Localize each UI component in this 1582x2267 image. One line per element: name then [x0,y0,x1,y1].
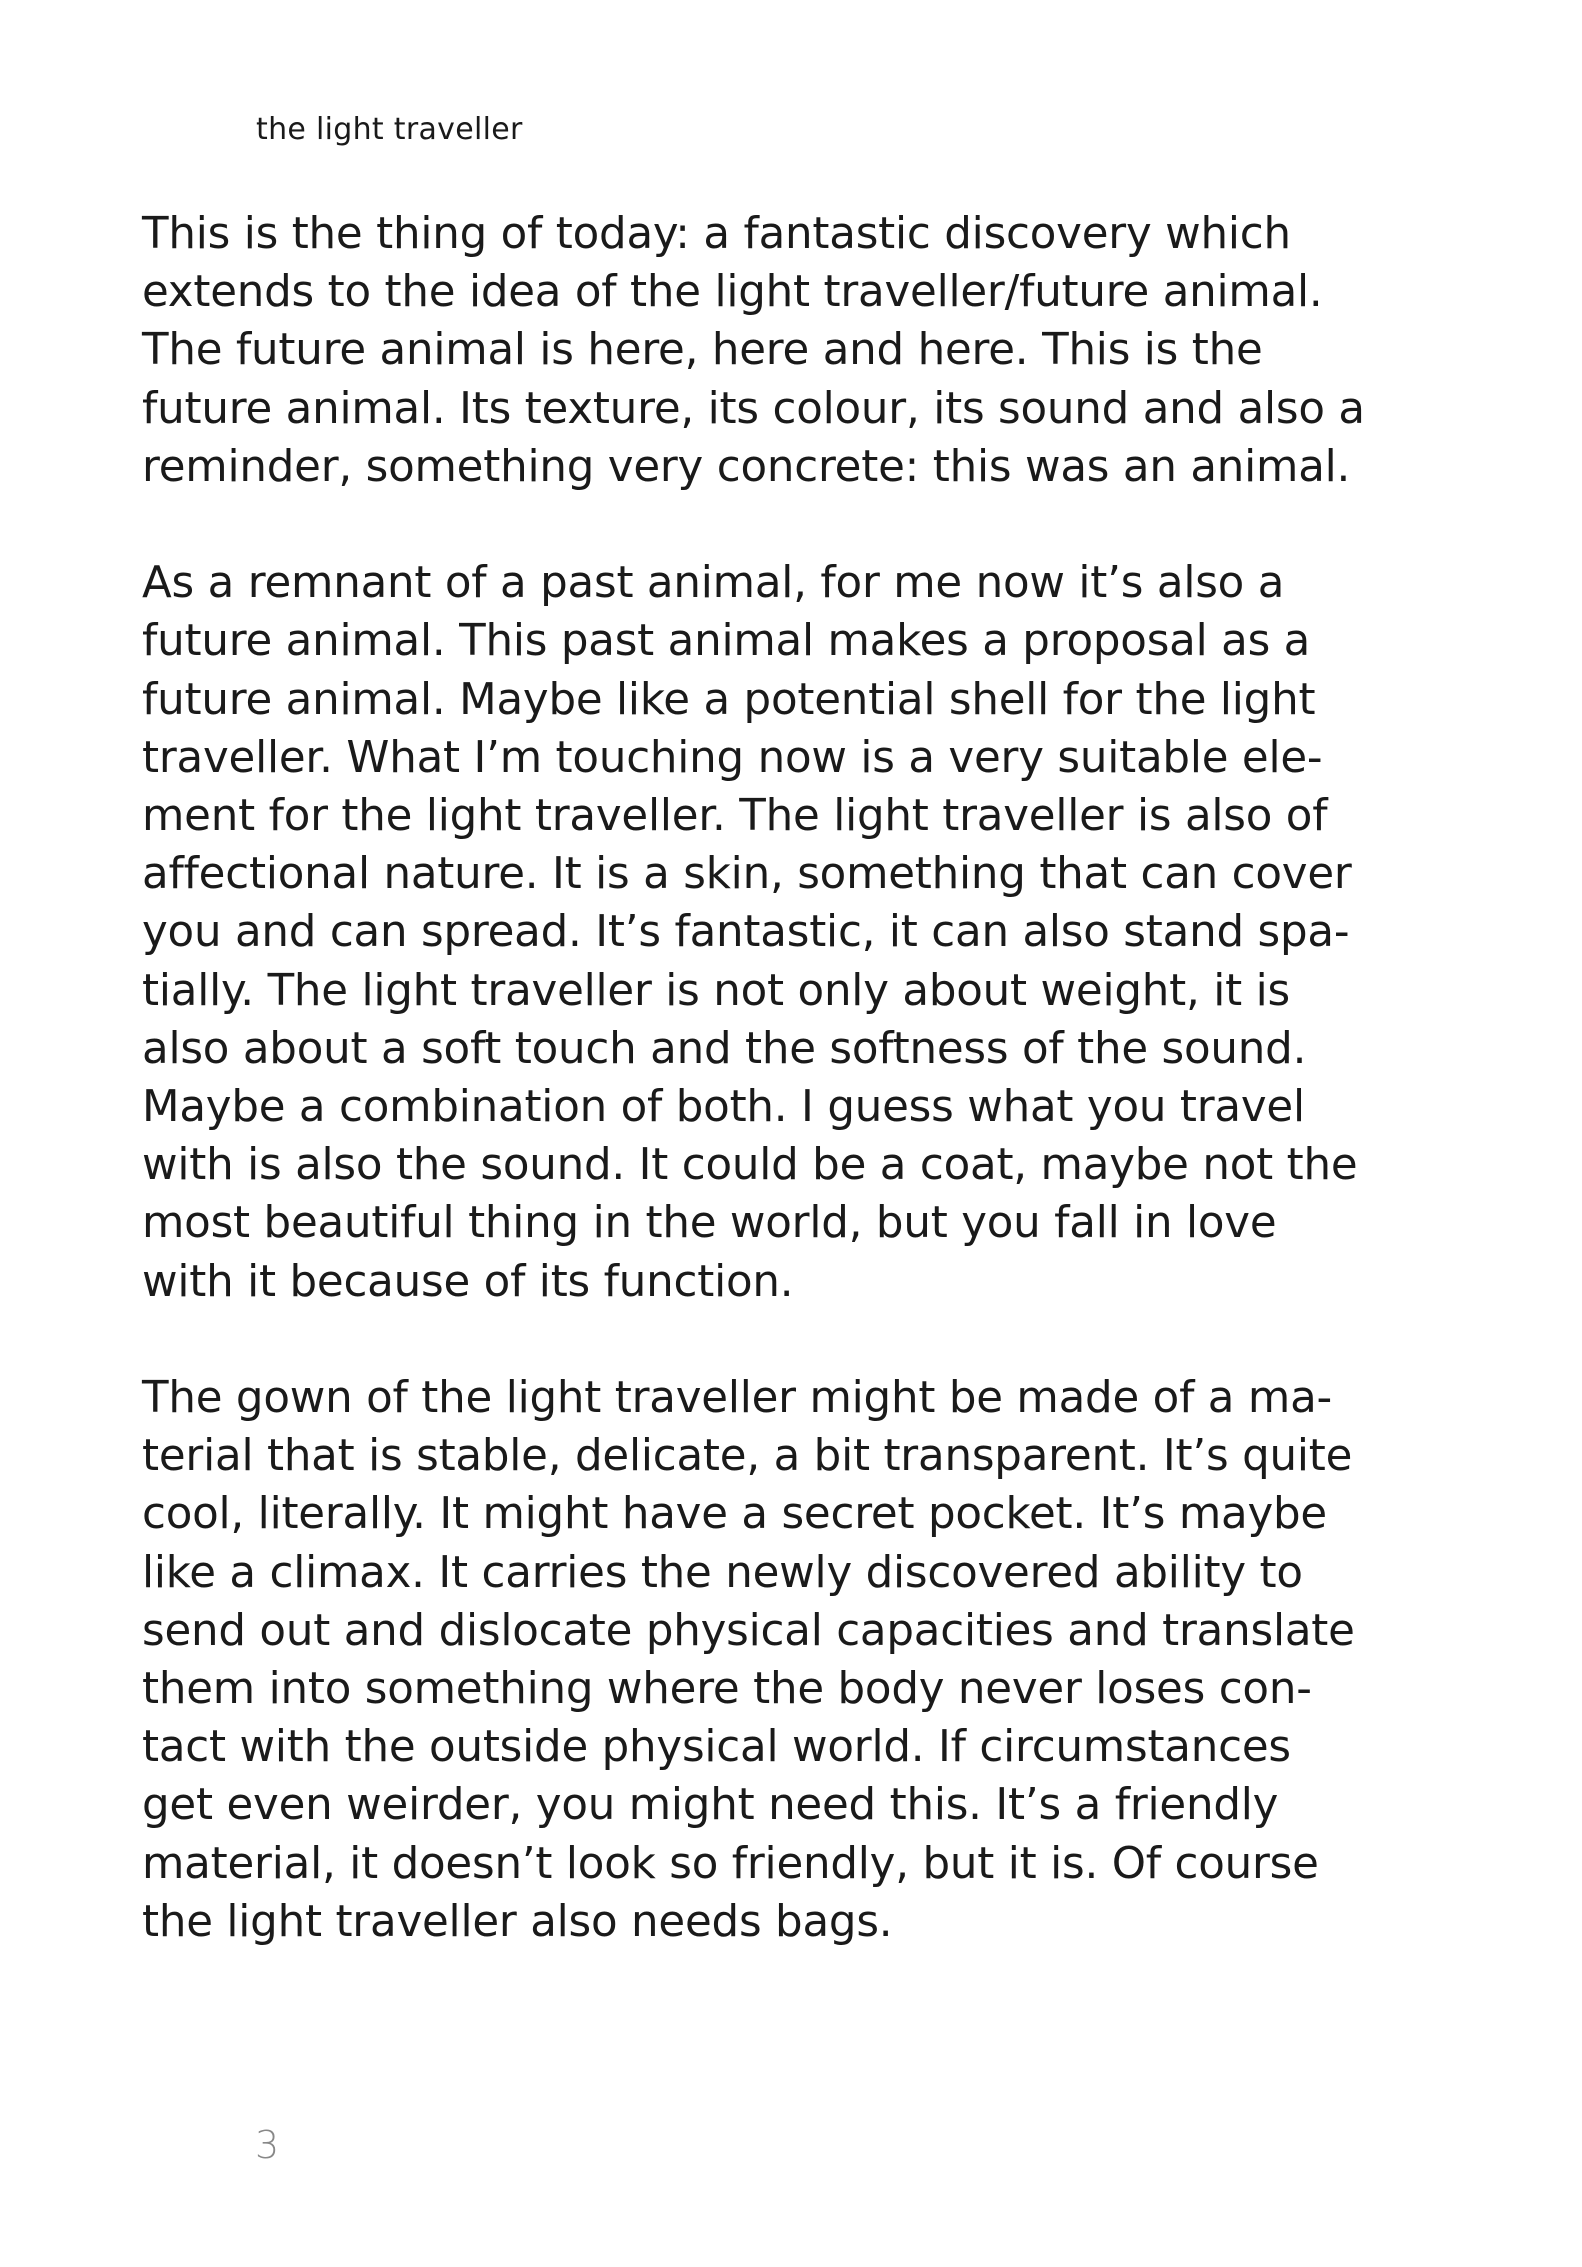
text-line: also about a soft touch and the softness of the sound. [142,1023,1307,1074]
text-line: extends to the idea of the light traveller/future animal. [142,267,1323,318]
text-line: The future animal is here, here and here. This is the [142,325,1263,376]
text-line: with is also the sound. It could be a coat, maybe not the [142,1140,1358,1191]
text-line: affectional nature. It is a skin, something that can cover [142,849,1352,900]
text-line: future animal. Its texture, its colour, its sound and also a [142,383,1365,434]
text-line: reminder, something very concrete: this was an animal. [142,441,1351,492]
text-line: the light traveller also needs bags. [142,1896,893,1947]
text-line: tially. The light traveller is not only about weight, it is [142,965,1290,1016]
text-line: get even weirder, you might need this. It’s a friendly [142,1780,1279,1831]
body-text [142,205,1402,1951]
text-line: future animal. Maybe like a potential shell for the light [142,674,1316,725]
text-line: them into something where the body never loses con- [142,1664,1312,1715]
text-line: cool, literally. It might have a secret pocket. It’s maybe [142,1489,1327,1540]
paragraph-3 [142,1369,1402,1951]
text-line: terial that is stable, delicate, a bit transparent. It’s quite [142,1431,1353,1482]
text-line: send out and dislocate physical capacities and translate [142,1605,1355,1656]
text-line: The gown of the light traveller might be made of a ma- [142,1373,1333,1424]
text-line: most beautiful thing in the world, but you fall in love [142,1198,1277,1249]
text-line: ment for the light traveller. The light traveller is also of [142,791,1328,842]
text-line: you and can spread. It’s fantastic, it can also stand spa- [142,907,1350,958]
text-line: like a climax. It carries the newly discovered ability to [142,1547,1303,1598]
text-line: Maybe a combination of both. I guess what you travel [142,1082,1305,1133]
text-line: future animal. This past animal makes a proposal as a [142,616,1311,667]
text-line: material, it doesn’t look so friendly, but it is. Of course [142,1838,1319,1889]
paragraph-1 [142,205,1402,496]
paragraph-2 [142,554,1402,1311]
text-line: with it because of its function. [142,1256,794,1307]
text-line: tact with the outside physical world. If circumstances [142,1722,1291,1773]
page-number: 3 [255,2123,280,2167]
text-line: As a remnant of a past animal, for me now it’s also a [142,558,1285,609]
text-line: traveller. What I’m touching now is a very suitable ele- [142,732,1323,783]
running-header: the light traveller [256,112,523,147]
text-line: This is the thing of today: a fantastic discovery which [142,209,1291,259]
